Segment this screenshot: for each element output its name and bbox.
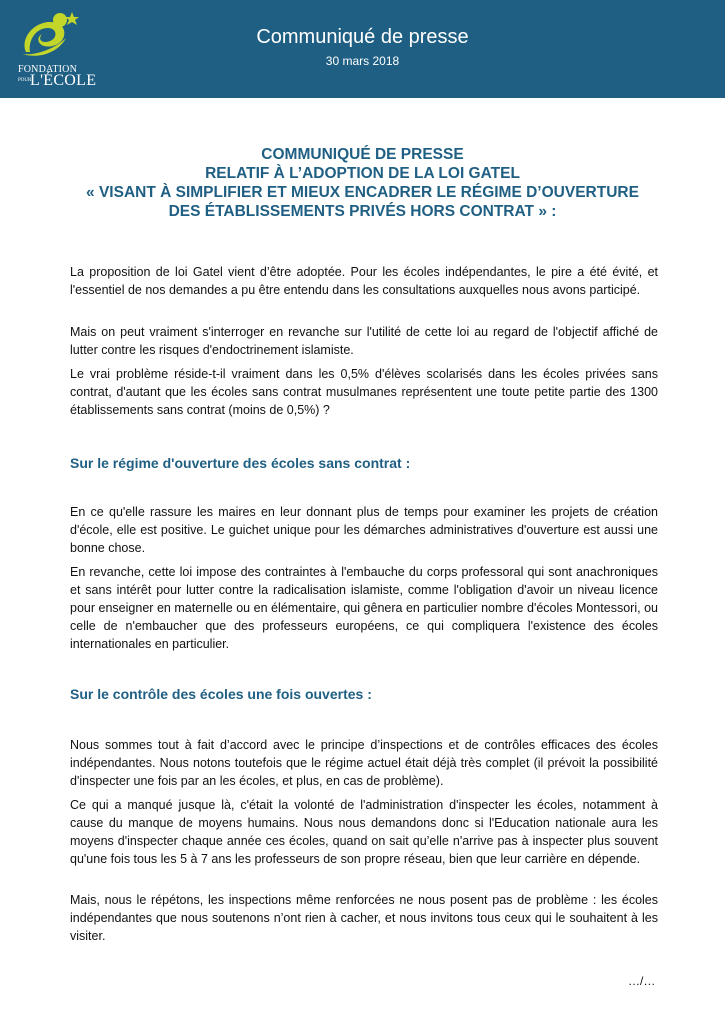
header-date: 30 mars 2018 [325, 54, 400, 68]
intro-paragraph: Le vrai problème réside-t-il vraiment dans les 0,5% d'élèves scolarisés dans les écoles privées sans contrat, d'autant que les écoles sans contrat musulmanes représentent une toute petite partie des 1300 établissements sans contrat (moins de 0,5%) ? [70, 367, 658, 417]
section-paragraph: Ce qui a manqué jusque là, c'était la volonté de l'administration d'inspecter les écoles, notamment à cause du manque de moyens humains. Nous nous demandons donc si l'Education nationale aura les moyens d'inspecter chaque année ces écoles, quand on sait qu’elle n'arrive pas à inspecter plus souvent qu'une fois tous les 5 à 7 ans les professeurs de son propre réseau, bien que leur carrière en dépende. [70, 798, 658, 866]
section-paragraph: Nous sommes tout à fait d’accord avec le principe d’inspections et de contrôles efficaces des écoles indépendantes. Nous notons toutefois que le régime actuel était déjà très complet (il prévoit la possibilité d'inspecter une fois par an les écoles, et plus, en cas de problème). [70, 738, 658, 788]
title-line: DES ÉTABLISSEMENTS PRIVÉS HORS CONTRAT » : [168, 203, 557, 220]
logo-text-ecole: L'ÉCOLE [30, 72, 97, 89]
section-paragraph: En revanche, cette loi impose des contraintes à l'embauche du corps professoral qui sont anachroniques et sans intérêt pour lutter contre la radicalisation islamiste, comme l'obligation d'avoir un niveau licence pour enseigner en maternelle ou en élémentaire, qui gênera en particulier nombre d'écoles Montessori, ou celle de n'embaucher que des professeurs européens, ce qui compliquera l'existence des écoles internationales en particulier. [70, 565, 658, 651]
logo-text-pour: POUR [18, 78, 32, 83]
logo-text-fondation: FONDATION [18, 64, 78, 75]
header-title: Communiqué de presse [256, 26, 469, 48]
section-paragraph: En ce qu'elle rassure les maires en leur donnant plus de temps pour examiner les projets de création d'école, elle est positive. Le guichet unique pour les démarches administratives d'ouverture est aussi une bonne chose. [70, 505, 658, 555]
intro-paragraph: La proposition de loi Gatel vient d’être adoptée. Pour les écoles indépendantes, le pire a été évité, et l'essentiel de nos demandes a pu être entendu dans les consultations auxquelles nous avons participé. [70, 265, 658, 297]
title-line: COMMUNIQUÉ DE PRESSE [261, 146, 464, 163]
title-line: « VISANT À SIMPLIFIER ET MIEUX ENCADRER LE RÉGIME D’OUVERTURE [86, 184, 639, 201]
header-banner [0, 0, 725, 98]
section-heading-control: Sur le contrôle des écoles une fois ouvertes : [70, 686, 372, 702]
section-paragraph: Mais, nous le répétons, les inspections même renforcées ne nous posent pas de problème : les écoles indépendantes que nous soutenons n’ont rien à cacher, et nous invitons tous ceux qui le souhaitent à les visiter. [70, 893, 658, 943]
section-heading-opening: Sur le régime d'ouverture des écoles sans contrat : [70, 455, 411, 471]
intro-paragraph: Mais on peut vraiment s'interroger en revanche sur l'utilité de cette loi au regard de l'objectif affiché de lutter contre les risques d'endoctrinement islamiste. [70, 325, 658, 357]
foundation-logo [14, 8, 97, 92]
page-continuation-marker: …/… [628, 974, 656, 988]
press-release-title [40, 145, 685, 221]
title-line: RELATIF À L’ADOPTION DE LA LOI GATEL [205, 165, 520, 182]
